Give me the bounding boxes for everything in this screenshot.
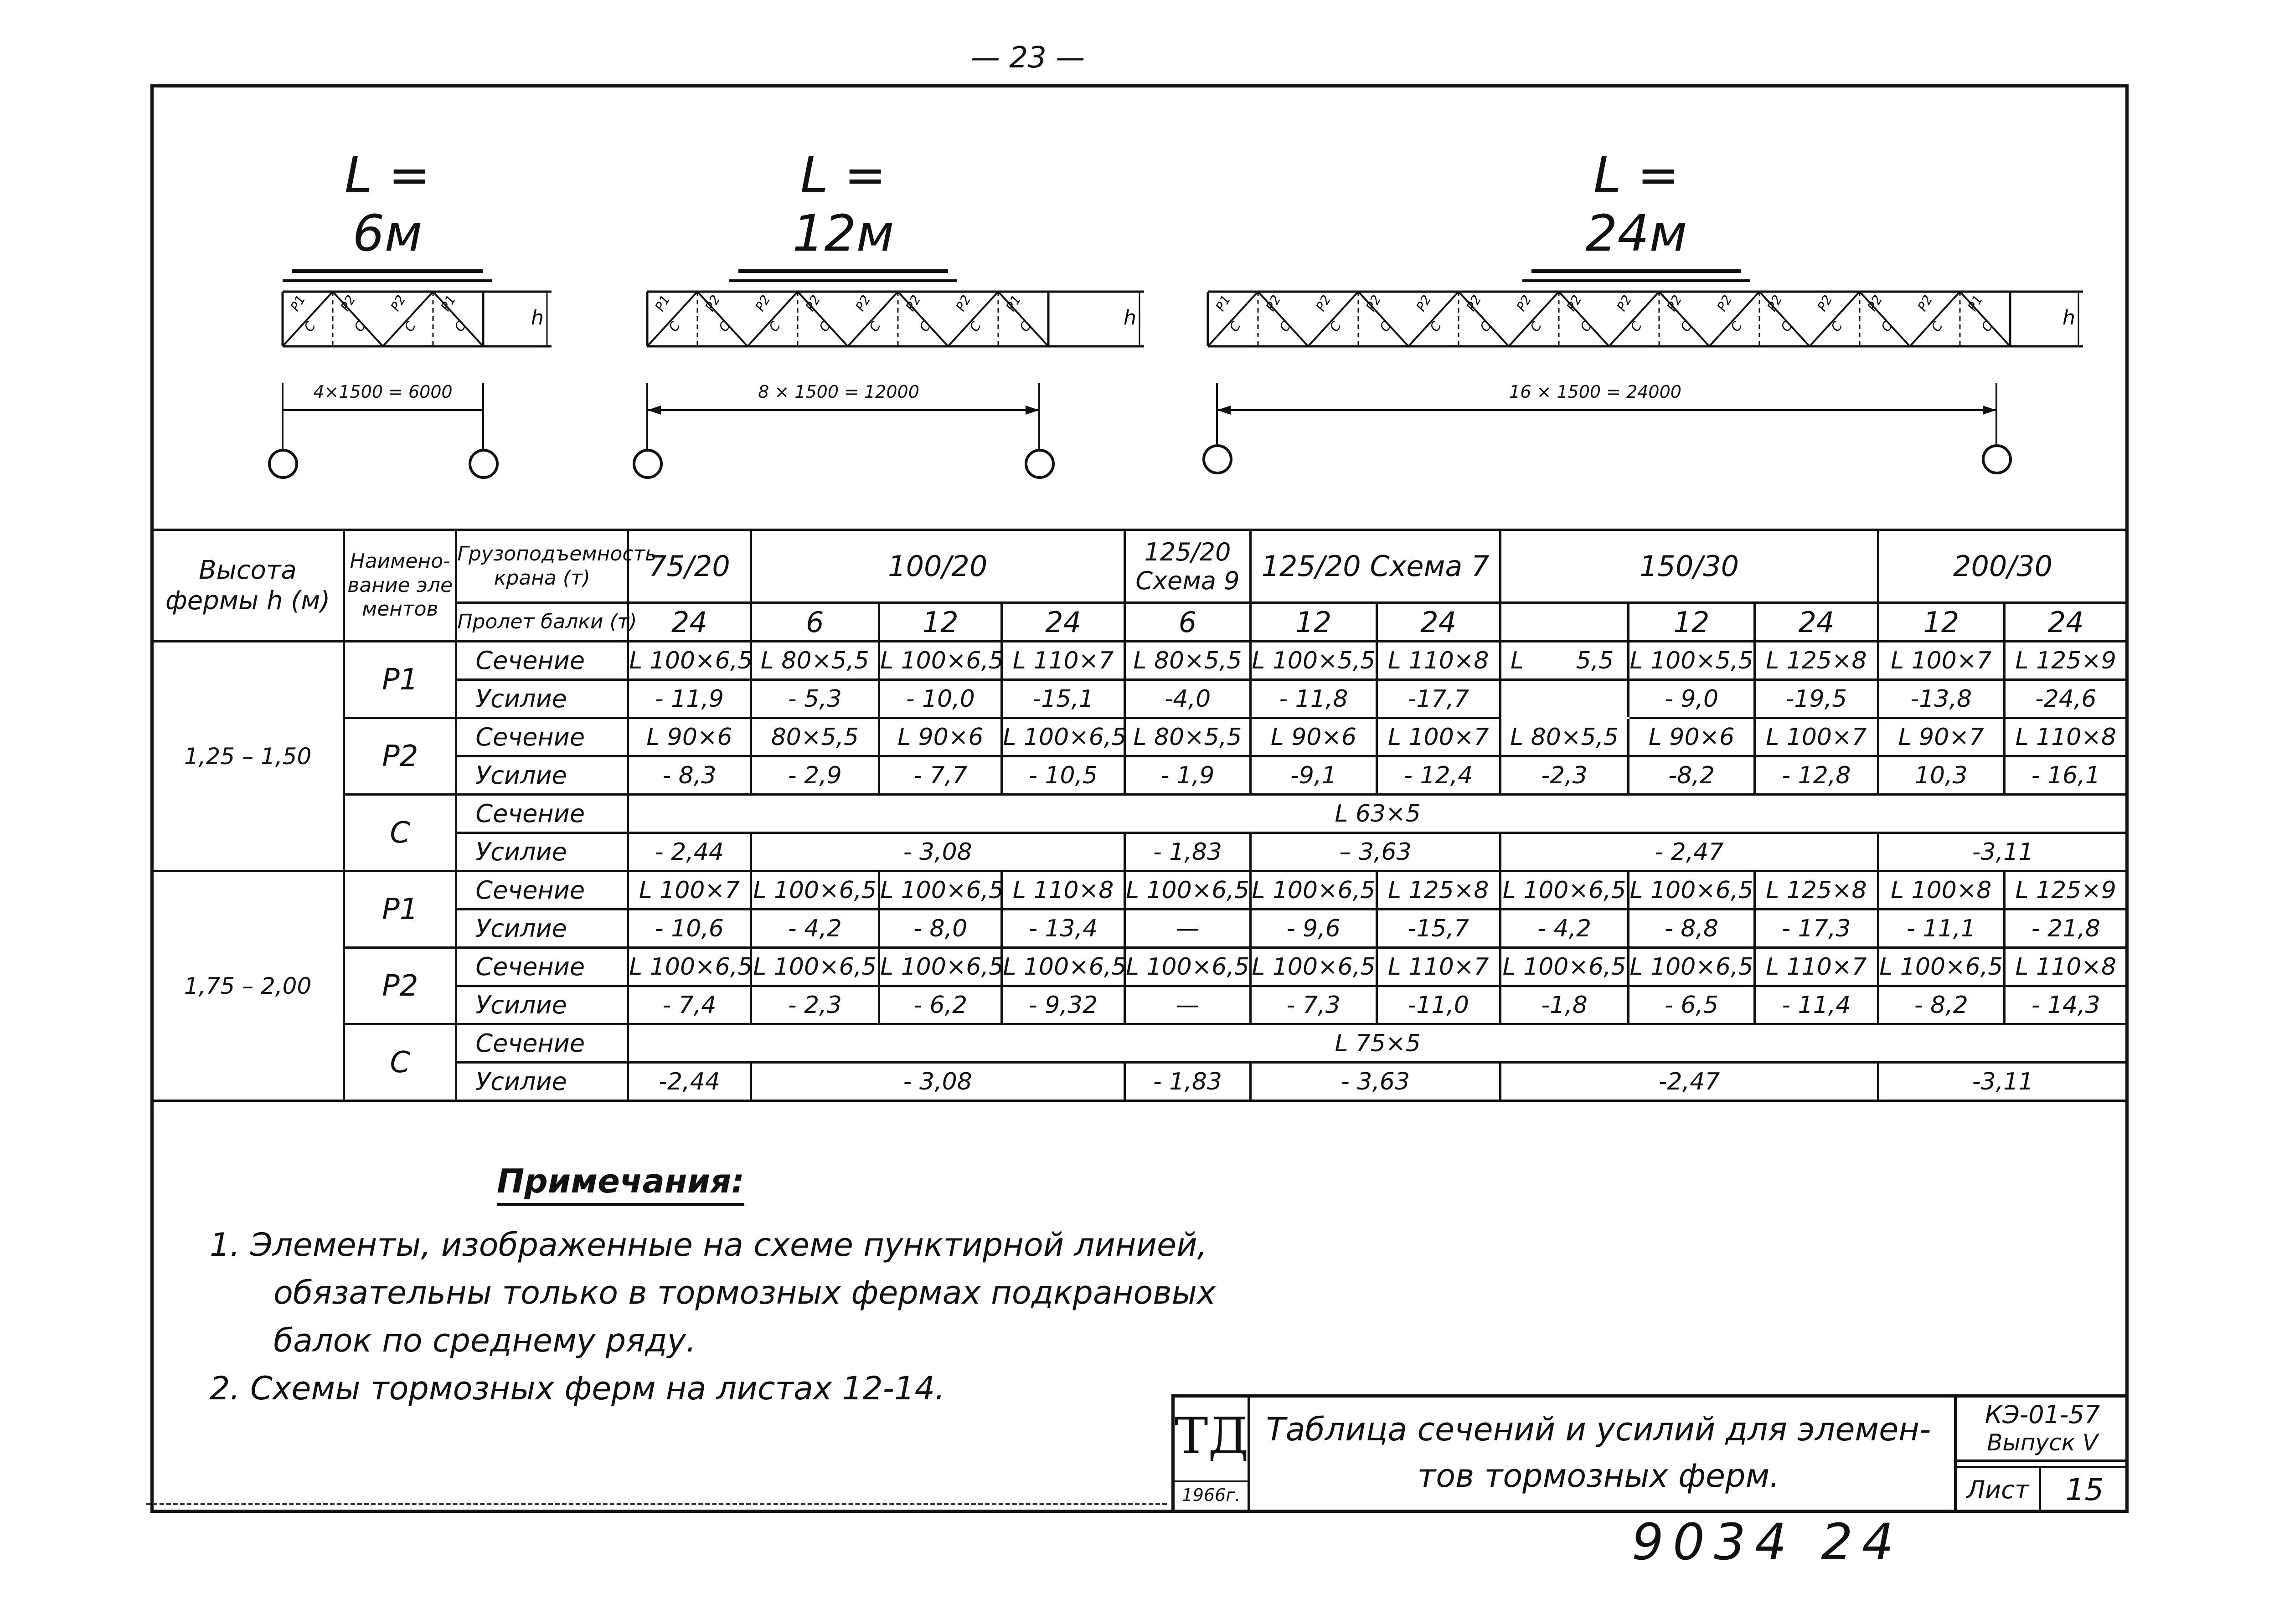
table-cell: - 8,2: [1878, 986, 2004, 1024]
row-label-force: Усилие: [456, 756, 628, 795]
row-label-force: Усилие: [456, 1063, 628, 1101]
truss-member-label: C: [1978, 319, 1996, 334]
row-label-force: Усилие: [456, 910, 628, 948]
table-cell: - 2,47: [1500, 833, 1878, 871]
page-number: — 23 —: [971, 41, 1085, 75]
year: 1966г.: [1175, 1480, 1248, 1505]
table-cell: - 14,3: [2004, 986, 2127, 1024]
element-p1: P1: [344, 871, 456, 948]
truss-member-label: P2: [1263, 292, 1284, 314]
table-cell: - 1,83: [1124, 833, 1250, 871]
truss-member-label: P2: [953, 292, 974, 314]
table-cell: - 2,3: [751, 986, 879, 1024]
truss-member-label: P1: [1212, 292, 1234, 314]
table-cell: L 125×9: [2004, 642, 2127, 680]
table-cell: - 2,9: [751, 756, 879, 795]
table-cell: -2,3: [1500, 756, 1628, 795]
span-value: 24: [628, 603, 751, 642]
header-l12: L = 12м: [738, 146, 948, 273]
table-cell: - 8,3: [628, 756, 751, 795]
span-value: 12: [1629, 603, 1754, 642]
table-cell: -2,47: [1500, 1063, 1878, 1101]
dimension-label-6m: 4×1500 = 6000: [313, 382, 453, 402]
table-cell: - 3,08: [751, 1063, 1124, 1101]
truss-member-label: P2: [902, 292, 924, 314]
table-cell: - 3,63: [1251, 1063, 1500, 1101]
table-cell: L 100×6,5: [1124, 871, 1250, 910]
table-cell: - 10,5: [1002, 756, 1124, 795]
span-value: 12: [1878, 603, 2004, 642]
table-cell: [1500, 680, 1628, 718]
truss-member-label: C: [1226, 319, 1244, 334]
truss-member-label: P2: [1914, 292, 1936, 314]
truss-member-label: C: [966, 319, 984, 334]
notes: [210, 1221, 1216, 1413]
table-cell: L 110×8: [1002, 871, 1124, 910]
table-cell: L 100×6,5: [751, 871, 879, 910]
truss-member-label: C: [1828, 319, 1846, 334]
table-cell: L 80×5,5: [751, 642, 879, 680]
table-cell: L 100×6,5: [751, 948, 879, 986]
capacity-group: 125/20 Схема 7: [1251, 530, 1500, 603]
capacity-group: 125/20 Схема 9: [1124, 530, 1250, 603]
row-label-section: Сечение: [456, 718, 628, 756]
truss-member-label: C: [716, 319, 733, 334]
column-header-height: Высота фермы h (м): [152, 530, 344, 642]
column-header-span: Пролет балки (т): [456, 603, 628, 642]
truss-member-label: P2: [1563, 292, 1585, 314]
title-block: [1171, 1394, 2129, 1513]
support-circle: [469, 449, 499, 479]
height-label: h: [2062, 306, 2075, 329]
notes-title: Примечания:: [497, 1162, 744, 1206]
sheet-label: Лист: [1957, 1466, 2041, 1512]
table-cell: L 100×5,5: [1251, 642, 1377, 680]
table-cell: - 8,0: [879, 910, 1002, 948]
table-cell: L 100×7: [1754, 718, 1878, 756]
table-cell: -17,7: [1377, 680, 1500, 718]
table-cell: L 125×8: [1754, 871, 1878, 910]
table-cell: 10,3: [1878, 756, 2004, 795]
support-circle: [1982, 444, 2012, 474]
table-cell: 80×5,5: [751, 718, 879, 756]
header-l24: L = 24м: [1531, 146, 1741, 273]
table-cell: L 100×6,5: [1124, 948, 1250, 986]
truss-member-label: C: [1778, 319, 1795, 334]
table-cell: L 90×6: [1251, 718, 1377, 756]
truss-member-label: P2: [1864, 292, 1886, 314]
table-cell: L 100×6,5: [1629, 871, 1754, 910]
truss-member-label: C: [1677, 319, 1695, 334]
span-value: 24: [1754, 603, 1878, 642]
table-cell: L 125×8: [1377, 871, 1500, 910]
truss-member-label: C: [665, 319, 683, 334]
table-cell: L 90×6: [628, 718, 751, 756]
height-label: h: [531, 306, 544, 329]
table-cell: L 100×7: [1878, 642, 2004, 680]
element-p2: P2: [344, 948, 456, 1024]
row-label-section: Сечение: [456, 795, 628, 833]
publisher-logo: [1175, 1398, 1250, 1510]
row-label-force: Усилие: [456, 986, 628, 1024]
table-cell: L 100×7: [628, 871, 751, 910]
note-1-line-1: 1. Элементы, изображенные на схеме пунктирной линией,: [210, 1226, 1207, 1264]
table-cell: - 6,2: [879, 986, 1002, 1024]
table-cell: - 21,8: [2004, 910, 2127, 948]
table-cell: - 3,08: [751, 833, 1124, 871]
table-cell: - 12,8: [1754, 756, 1878, 795]
table-cell: L 100×6,5: [1629, 948, 1754, 986]
table-cell: L 110×7: [1377, 948, 1500, 986]
row-label-force: Усилие: [456, 680, 628, 718]
truss-member-label: P2: [1664, 292, 1685, 314]
sheet-title-line-2: тов тормозных ферм.: [1417, 1457, 1780, 1495]
truss-member-label: C: [351, 319, 369, 334]
table-cell: -2,44: [628, 1063, 751, 1101]
truss-member-label: C: [1928, 319, 1946, 334]
span-value: 12: [879, 603, 1002, 642]
table-cell: L 80×5,5: [1124, 642, 1250, 680]
table-cell: - 11,4: [1754, 986, 1878, 1024]
table-cell: L 100×6,5: [879, 948, 1002, 986]
table-cell: L 100×6,5: [879, 871, 1002, 910]
height-range: 1,75 – 2,00: [152, 871, 344, 1101]
span-value: 24: [1002, 603, 1124, 642]
table-cell: -4,0: [1124, 680, 1250, 718]
sheet-title-line-1: Таблица сечений и усилий для элемен-: [1266, 1411, 1931, 1448]
table-cell: L 100×7: [1377, 718, 1500, 756]
table-cell: L 110×8: [2004, 948, 2127, 986]
truss-member-label: P1: [1003, 292, 1024, 314]
truss-member-label: C: [1477, 319, 1495, 334]
table-cell: —: [1124, 910, 1250, 948]
logo-text: ТД: [1175, 1407, 1249, 1465]
table-cell: L 100×6,5: [628, 948, 751, 986]
table-cell: -8,2: [1629, 756, 1754, 795]
truss-member-label: C: [1377, 319, 1394, 334]
truss-member-label: P2: [1714, 292, 1735, 314]
note-2: 2. Схемы тормозных ферм на листах 12-14.: [210, 1370, 945, 1407]
table-cell: - 1,83: [1124, 1063, 1250, 1101]
table-cell: L 100×6,5: [1251, 948, 1377, 986]
note-1-line-3: балок по среднему ряду.: [273, 1322, 696, 1359]
span-value: 24: [2004, 603, 2127, 642]
table-cell: L 100×6,5: [1500, 871, 1628, 910]
issue-number: Выпуск V: [1957, 1429, 2128, 1462]
table-cell: L 100×6,5: [1500, 948, 1628, 986]
truss-member-label: C: [451, 319, 469, 334]
table-cell: -9,1: [1251, 756, 1377, 795]
truss-member-label: P2: [1764, 292, 1785, 314]
element-c: C: [344, 795, 456, 871]
span-value: 24: [1377, 603, 1500, 642]
table-cell: -15,1: [1002, 680, 1124, 718]
table-cell: - 9,6: [1251, 910, 1377, 948]
truss-member-label: P1: [1964, 292, 1986, 314]
element-c: C: [344, 1024, 456, 1101]
support-circle: [633, 449, 663, 479]
truss-member-label: C: [816, 319, 834, 334]
table-cell: - 5,3: [751, 680, 879, 718]
truss-member-label: P1: [652, 292, 673, 314]
table-cell: - 10,0: [879, 680, 1002, 718]
truss-diagram-12m: [643, 283, 1135, 365]
series-code: КЭ-01-57: [1985, 1400, 2100, 1429]
truss-member-label: P2: [1313, 292, 1334, 314]
table-cell: L 75×5: [628, 1024, 2128, 1063]
support-circle: [1025, 449, 1055, 479]
table-cell: - 16,1: [2004, 756, 2127, 795]
truss-member-label: C: [1727, 319, 1745, 334]
truss-member-label: P2: [1463, 292, 1485, 314]
table-cell: - 7,4: [628, 986, 751, 1024]
table-cell: - 4,2: [751, 910, 879, 948]
truss-member-label: P2: [387, 292, 409, 314]
table-cell: L 100×6,5: [1002, 718, 1124, 756]
table-cell: - 2,44: [628, 833, 751, 871]
table-cell: -1,8: [1500, 986, 1628, 1024]
truss-member-label: C: [1016, 319, 1034, 334]
dimension-label-24m: 16 × 1500 = 24000: [1509, 382, 1681, 402]
truss-member-label: P2: [1513, 292, 1535, 314]
table-cell: – 3,63: [1251, 833, 1500, 871]
table-cell: L 110×8: [2004, 718, 2127, 756]
header-l6: L = 6м: [292, 146, 483, 273]
table-cell: -15,7: [1377, 910, 1500, 948]
table-cell: L 90×6: [1629, 718, 1754, 756]
truss-member-label: C: [1577, 319, 1595, 334]
table-cell: - 6,5: [1629, 986, 1754, 1024]
truss-member-label: C: [916, 319, 934, 334]
truss-diagram-6m: [278, 283, 561, 365]
truss-member-label: P1: [438, 292, 459, 314]
table-cell: L 110×8: [1377, 642, 1500, 680]
table-cell: L 63×5: [628, 795, 2128, 833]
span-value: 12: [1251, 603, 1377, 642]
column-header-element: Наимено-вание эле ментов: [344, 530, 456, 642]
row-label-section: Сечение: [456, 871, 628, 910]
table-cell: L 5,5: [1500, 642, 1628, 680]
truss-member-label: P2: [1614, 292, 1635, 314]
column-header-capacity: Грузоподъемность крана (т): [456, 530, 628, 603]
height-range: 1,25 – 1,50: [152, 642, 344, 871]
truss-member-label: P2: [702, 292, 723, 314]
sheet-title: [1257, 1407, 1940, 1499]
truss-member-label: C: [766, 319, 784, 334]
table-cell: L 80×5,5: [1500, 718, 1628, 756]
inventory-stamp: 9034 24: [1632, 1513, 1903, 1571]
truss-member-label: P2: [1413, 292, 1434, 314]
truss-member-label: P2: [337, 292, 359, 314]
truss-member-label: C: [1427, 319, 1444, 334]
table-cell: - 4,2: [1500, 910, 1628, 948]
row-label-section: Сечение: [456, 642, 628, 680]
span-value: 6: [1124, 603, 1250, 642]
truss-member-label: C: [1276, 319, 1294, 334]
element-p1: P1: [344, 642, 456, 718]
truss-member-label: P2: [1814, 292, 1836, 314]
truss-member-label: P2: [852, 292, 874, 314]
table-cell: - 12,4: [1377, 756, 1500, 795]
table-cell: -24,6: [2004, 680, 2127, 718]
table-cell: - 9,32: [1002, 986, 1124, 1024]
truss-member-label: C: [1326, 319, 1344, 334]
table-cell: L 90×6: [879, 718, 1002, 756]
divider: [146, 1503, 1167, 1505]
table-cell: - 9,0: [1629, 680, 1754, 718]
height-label: h: [1124, 306, 1136, 329]
element-p2: P2: [344, 718, 456, 795]
table-cell: L 90×7: [1878, 718, 2004, 756]
table-cell: -13,8: [1878, 680, 2004, 718]
table-cell: - 11,1: [1878, 910, 2004, 948]
row-label-section: Сечение: [456, 948, 628, 986]
truss-member-label: P1: [287, 292, 309, 314]
table-cell: L 80×5,5: [1124, 718, 1250, 756]
support-circle: [1202, 444, 1232, 474]
table-cell: L 125×9: [2004, 871, 2127, 910]
table-cell: - 8,8: [1629, 910, 1754, 948]
table-cell: L 100×6,5: [879, 642, 1002, 680]
table-cell: L 100×8: [1878, 871, 2004, 910]
truss-member-label: P2: [1363, 292, 1384, 314]
capacity-group: 100/20: [751, 530, 1124, 603]
table-cell: - 17,3: [1754, 910, 1878, 948]
table-cell: - 11,9: [628, 680, 751, 718]
capacity-group: 75/20: [628, 530, 751, 603]
table-cell: - 1,9: [1124, 756, 1250, 795]
row-label-section: Сечение: [456, 1024, 628, 1063]
table-cell: L 100×6,5: [1251, 871, 1377, 910]
table-cell: -3,11: [1878, 833, 2128, 871]
table-cell: - 7,3: [1251, 986, 1377, 1024]
truss-member-label: C: [866, 319, 884, 334]
table-cell: L 100×6,5: [628, 642, 751, 680]
table-cell: L 110×7: [1754, 948, 1878, 986]
table-cell: - 7,7: [879, 756, 1002, 795]
table-cell: —: [1124, 986, 1250, 1024]
table-cell: -19,5: [1754, 680, 1878, 718]
capacity-group: 200/30: [1878, 530, 2128, 603]
truss-member-label: C: [1527, 319, 1545, 334]
span-value: [1500, 603, 1628, 642]
table-cell: L 110×7: [1002, 642, 1124, 680]
table-cell: L 100×6,5: [1878, 948, 2004, 986]
table-cell: -3,11: [1878, 1063, 2128, 1101]
table-cell: L 100×5,5: [1629, 642, 1754, 680]
truss-diagram-24m: [1203, 283, 2078, 365]
truss-member-label: P2: [802, 292, 824, 314]
table-cell: -11,0: [1377, 986, 1500, 1024]
table-cell: - 11,8: [1251, 680, 1377, 718]
capacity-group: 150/30: [1500, 530, 1878, 603]
truss-member-label: C: [1627, 319, 1645, 334]
support-circle: [268, 449, 298, 479]
sheet-number: 15: [2041, 1466, 2128, 1512]
span-value: 6: [751, 603, 879, 642]
table-cell: - 13,4: [1002, 910, 1124, 948]
row-label-force: Усилие: [456, 833, 628, 871]
truss-member-label: C: [1878, 319, 1896, 334]
sheet-code-block: [1954, 1398, 2128, 1510]
table-cell: L 100×6,5: [1002, 948, 1124, 986]
sections-forces-table: [150, 529, 2129, 1102]
table-cell: L 125×8: [1754, 642, 1878, 680]
dimension-label-12m: 8 × 1500 = 12000: [758, 382, 919, 402]
truss-member-label: C: [301, 319, 319, 334]
table-cell: - 10,6: [628, 910, 751, 948]
note-1-line-2: обязательны только в тормозных фермах подкрановых: [273, 1274, 1216, 1311]
truss-member-label: C: [401, 319, 419, 334]
truss-member-label: P2: [752, 292, 773, 314]
